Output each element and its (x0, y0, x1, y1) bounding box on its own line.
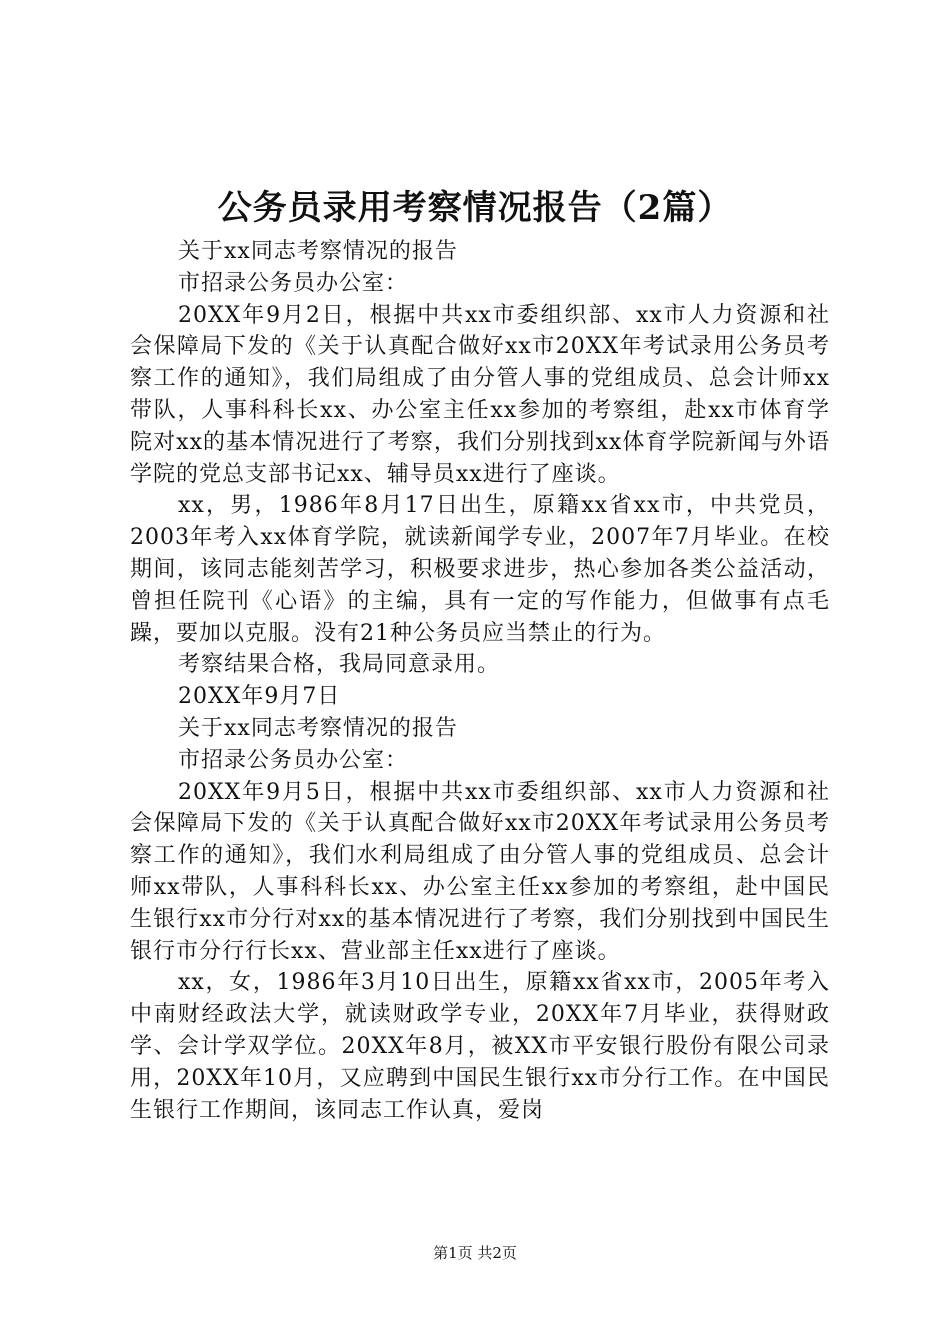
paragraph-report-heading-1: 关于xx同志考察情况的报告 (178, 239, 458, 264)
document-body (130, 236, 830, 1126)
document-title: 公务员录用考察情况报告（2篇） (217, 188, 733, 228)
paragraph-body-2: 20XX年9月5日，根据中共xx市委组织部、xx市人力资源和社会保障局下发的《关于认真配合做好xx市20XX年考试录用公务员考察工作的通知》，我们水利局组成了由分管人事的党组成员、总会计师xx带队，人事科科长xx、办公室主任xx参加的考察组，赴中国民生银行xx市分行对xx的基本情况进行了考察，我们分别找到中国民生银行市分行行长xx、营业部主任xx进行了座谈。 (130, 779, 830, 964)
paragraph-report-heading-2: 关于xx同志考察情况的报告 (178, 715, 458, 741)
page-footer: 第1页 共2页 (433, 1244, 517, 1262)
paragraph-profile-1: xx，男，1986年8月17日出生，原籍xx省xx市，中共党员，2003年考入xx体育学院，就读新闻学专业，2007年7月毕业。在校期间，该同志能刻苦学习，积极要求进步，热心参加各类公益活动，曾担任院刊《心语》的主编，具有一定的写作能力，但做事有点毛躁，要加以克服。没有21种公务员应当禁止的行为。 (130, 493, 830, 646)
paragraph-body-1: 20XX年9月2日，根据中共xx市委组织部、xx市人力资源和社会保障局下发的《关于认真配合做好xx市20XX年考试录用公务员考察工作的通知》，我们局组成了由分管人事的党组成员、总会计师xx带队，人事科科长xx、办公室主任xx参加的考察组，赴xx市体育学院对xx的基本情况进行了考察，我们分别找到xx体育学院新闻与外语学院的党总支部书记xx、辅导员xx进行了座谈。 (130, 302, 830, 487)
paragraph-date-1: 20XX年9月7日 (178, 684, 341, 710)
paragraph-recipient-2: 市招录公务员办公室： (178, 747, 409, 773)
paragraph-profile-2: xx，女，1986年3月10日出生，原籍xx省xx市，2005年考入中南财经政法大学，就读财政学专业，20XX年7月毕业，获得财政学、会计学双学位。20XX年8月，被XX市平安银行股份有限公司录用，20XX年10月，又应聘到中国民生银行xx市分行工作。在中国民生银行工作期间，该同志工作认真，爱岗 (130, 970, 830, 1123)
paragraph-recipient-1: 市招录公务员办公室： (178, 270, 409, 296)
paragraph-conclusion-1: 考察结果合格，我局同意录用。 (178, 652, 501, 678)
